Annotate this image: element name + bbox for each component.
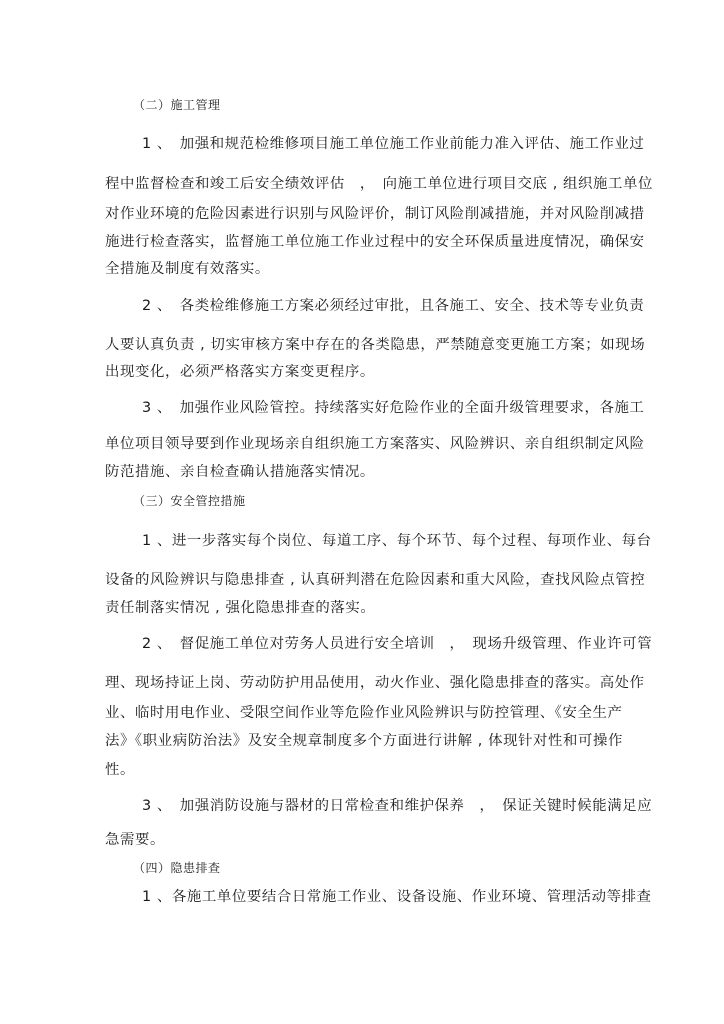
paragraph-line: 人要认真负责 , 切实审核方案中存在的各类隐患，严禁随意变更施工方案；如现场 (105, 337, 646, 353)
paragraph-line: 防范措施、亲自检查确认措施落实情况。 (105, 464, 375, 480)
paragraph-line: 1 、 加强和规范检维修项目施工单位施工作业前能力准入评估、施工作业过 (142, 136, 645, 152)
paragraph-line: 急需要。 (105, 832, 165, 848)
paragraph-line: 2 、 督促施工单位对劳务人员进行安全培训 ， 现场升级管理、作业许可管 (142, 636, 653, 652)
paragraph-line: 出现变化，必须严格落实方案变更程序。 (105, 364, 375, 380)
paragraph-line: 3 、 加强消防设施与器材的日常检查和维护保养 ， 保证关键时候能满足应 (142, 798, 653, 814)
paragraph-line: 性。 (105, 762, 135, 778)
section-heading-hazard-inspection: （四）隐患排查 (133, 861, 221, 875)
paragraph-line: 责任制落实情况 , 强化隐患排查的落实。 (105, 600, 376, 616)
paragraph-line: 业、临时用电作业、受限空间作业等危险作业风险辨识与防控管理、《安全生产 (105, 705, 623, 721)
paragraph-line: 施进行检查落实，监督施工单位施工作业过程中的安全环保质量进度情况，确保安 (105, 234, 645, 250)
section-heading-safety-control-measures: （三）安全管控措施 (133, 494, 246, 508)
paragraph-line: 程中监督检查和竣工后安全绩效评估 ， 向施工单位进行项目交底 , 组织施工单位 (105, 176, 653, 192)
paragraph-line: 设备的风险辨识与隐患排查 , 认真研判潜在危险因素和重大风险，查找风险点管控 (105, 572, 646, 588)
paragraph-line: 3 、 加强作业风险管控。持续落实好危险作业的全面升级管理要求，各施工 (142, 400, 645, 416)
paragraph-line: 2 、 各类检维修施工方案必须经过审批，且各施工、安全、技术等专业负责 (142, 298, 645, 314)
paragraph-line: 法》《职业病防治法》及安全规章制度多个方面进行讲解 , 体现针对性和可操作 (105, 733, 624, 749)
paragraph-line: 对作业环境的危险因素进行识别与风险评价，制订风险削减措施，并对风险削减措 (105, 206, 645, 222)
paragraph-line: 理、现场持证上岗、劳动防护用品使用，动火作业、强化隐患排查的落实。高处作 (105, 675, 645, 691)
paragraph-line: 1 、各施工单位要结合日常施工作业、设备设施、作业环境、管理活动等排查 (142, 889, 652, 905)
section-heading-construction-management: （二）施工管理 (133, 98, 221, 112)
paragraph-line: 全措施及制度有效落实。 (105, 261, 270, 277)
paragraph-line: 单位项目领导要到作业现场亲自组织施工方案落实、风险辨识、亲自组织制定风险 (105, 436, 645, 452)
paragraph-line: 1 、进一步落实每个岗位、每道工序、每个环节、每个过程、每项作业、每台 (142, 533, 652, 549)
